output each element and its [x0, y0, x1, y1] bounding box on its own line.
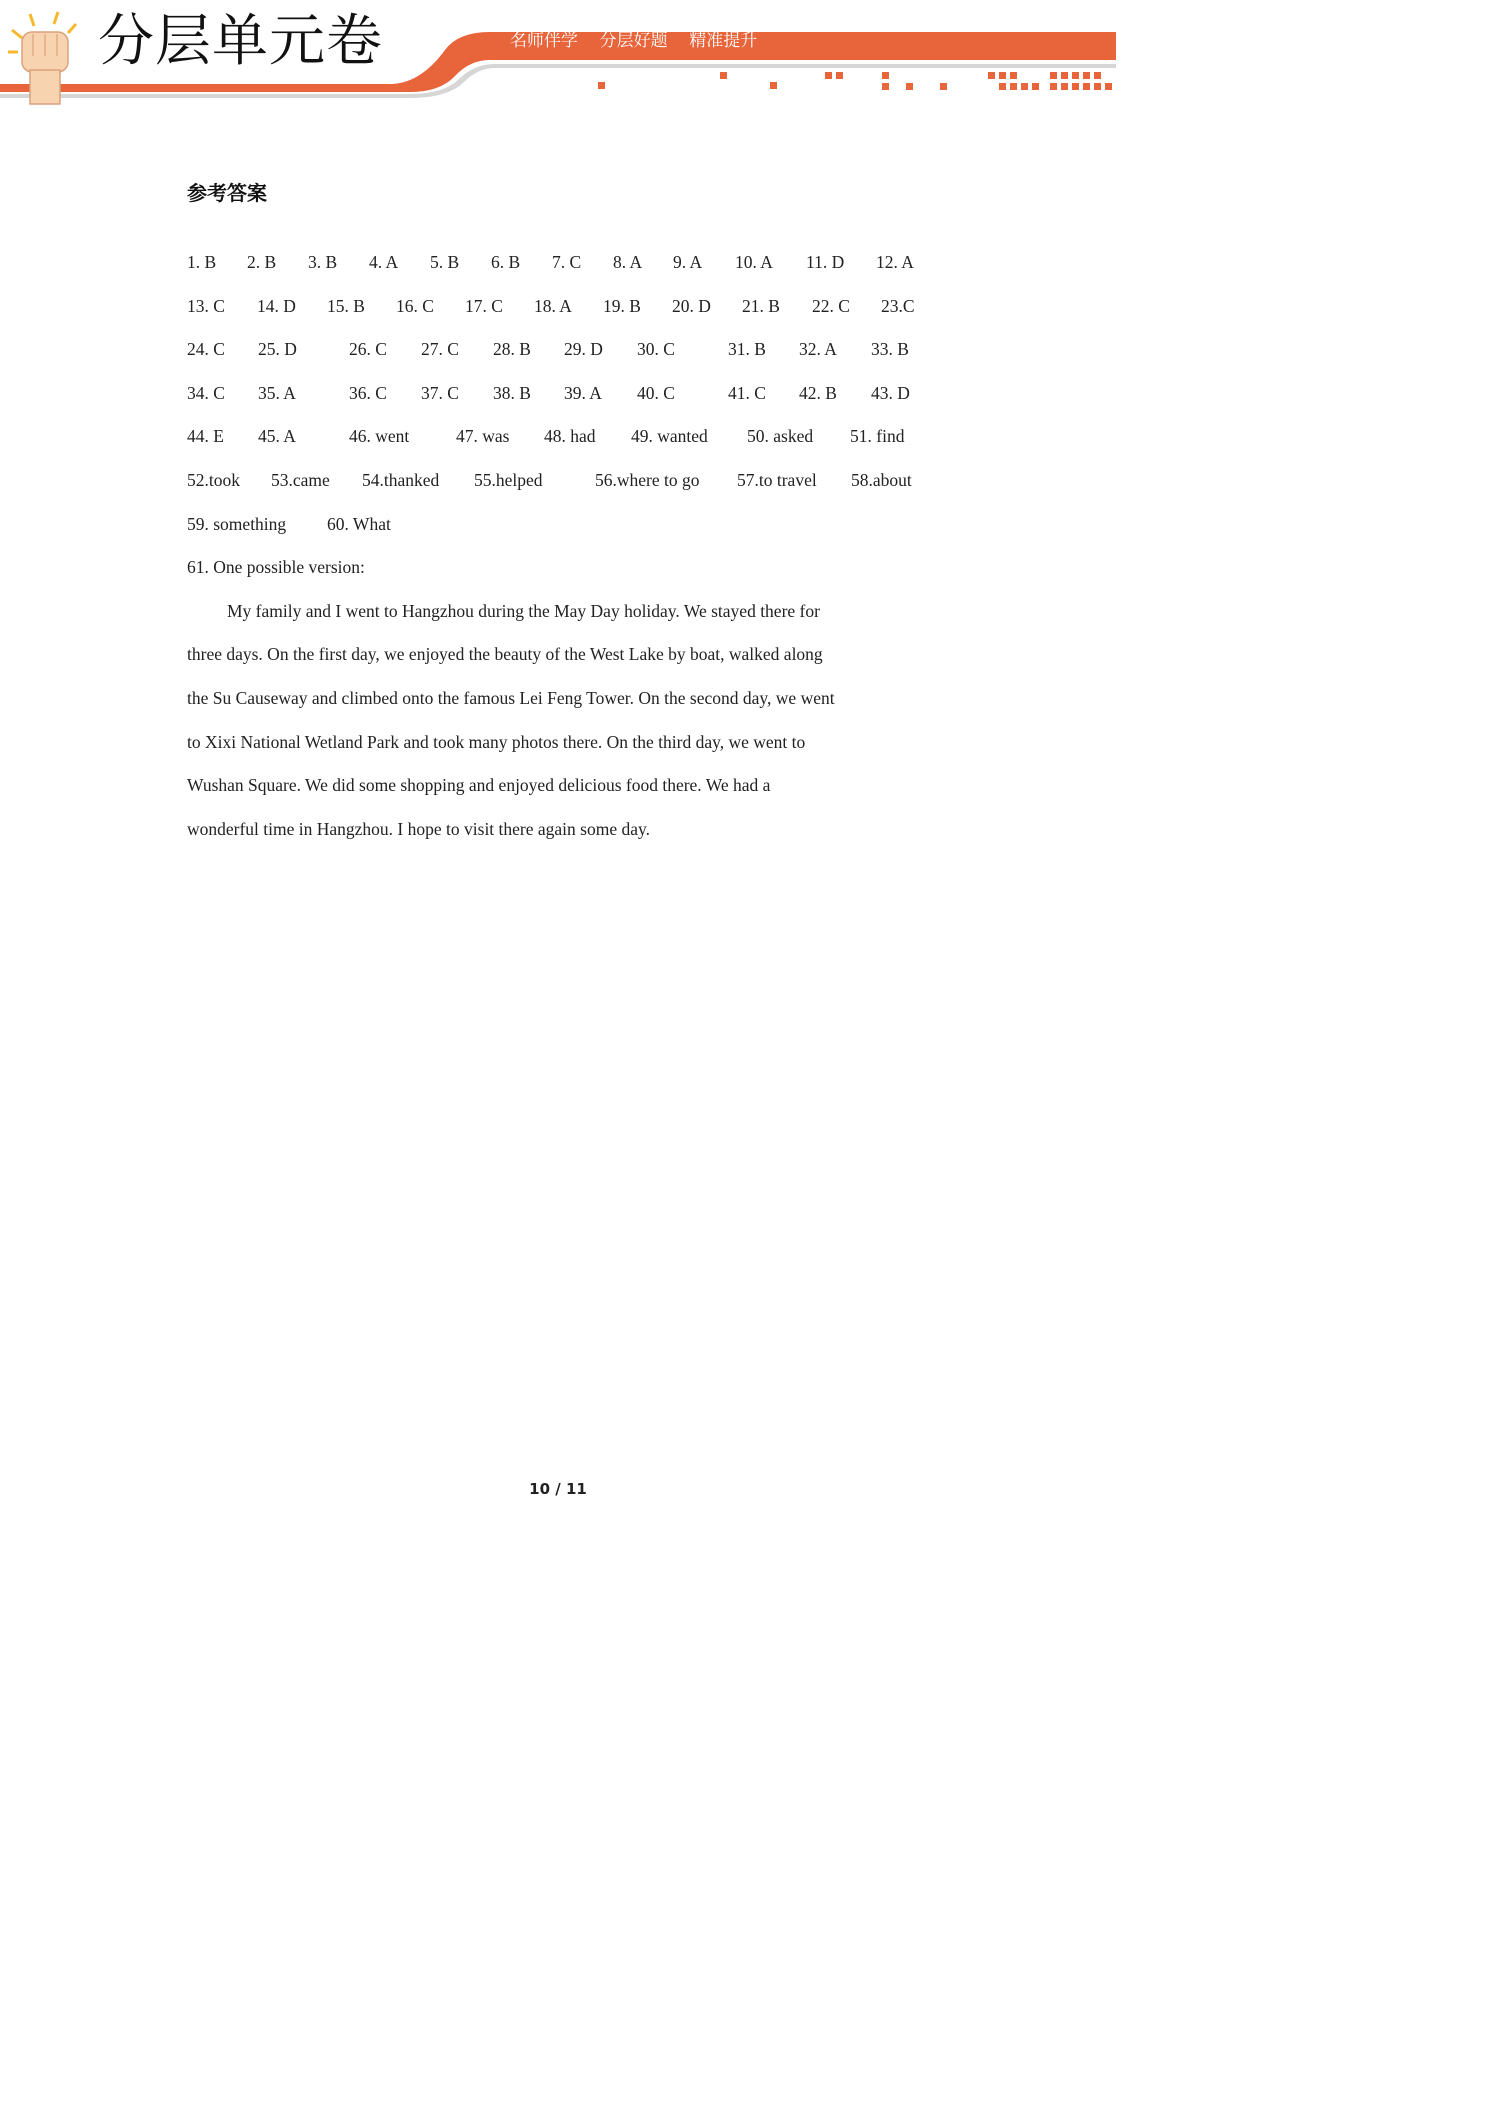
answer-item: 3. B	[308, 252, 338, 272]
answer-item: 57.to travel	[737, 469, 817, 490]
essay-line: wonderful time in Hangzhou. I hope to visit there again some day.	[187, 818, 650, 839]
answer-row	[187, 383, 937, 427]
answer-item: 34. C	[187, 382, 225, 403]
answer-item: 9. A	[673, 252, 703, 272]
answer-item: 20. D	[672, 295, 711, 316]
answer-item: 17. C	[465, 295, 503, 316]
answer-row	[187, 470, 937, 514]
essay-line: three days. On the first day, we enjoyed the beauty of the West Lake by boat, walked along	[187, 644, 823, 665]
answer-item: 38. B	[493, 382, 531, 403]
decorative-squares	[598, 72, 1112, 90]
answer-item: 10. A	[735, 252, 773, 272]
answer-item: 30. C	[637, 339, 675, 360]
answer-item: 19. B	[603, 295, 641, 316]
answer-item: 16. C	[396, 295, 434, 316]
answer-item: 7. C	[552, 252, 582, 272]
answer-item: 27. C	[421, 339, 459, 360]
answer-item: 26. C	[349, 339, 387, 360]
answer-item: 53.came	[271, 469, 330, 490]
answer-item: 4. A	[369, 252, 399, 272]
answer-item: 39. A	[564, 382, 602, 403]
answer-item: 25. D	[258, 339, 297, 360]
answer-item: 18. A	[534, 295, 572, 316]
essay-line: to Xixi National Wetland Park and took many photos there. On the third day, we went to	[187, 731, 806, 752]
brand-title: 分层单元卷	[98, 9, 383, 74]
answer-item: 37. C	[421, 382, 459, 403]
answer-item: 46. went	[349, 426, 410, 447]
answer-item: 23.C	[881, 295, 915, 316]
answer-item: 54.thanked	[362, 469, 440, 490]
answer-item: 50. asked	[747, 426, 814, 447]
answer-item: 59. something	[187, 513, 287, 534]
writing-label: 61. One possible version:	[187, 557, 365, 578]
answer-item: 14. D	[257, 295, 296, 316]
answer-item: 40. C	[637, 382, 675, 403]
answer-key	[187, 180, 937, 862]
answer-item: 28. B	[493, 339, 531, 360]
answer-item: 24. C	[187, 339, 225, 360]
answer-item: 48. had	[544, 426, 596, 447]
essay-line: My family and I went to Hangzhou during the May Day holiday. We stayed there for	[227, 600, 820, 621]
answer-row	[187, 296, 937, 340]
essay-line: Wushan Square. We did some shopping and enjoyed delicious food there. We had a	[187, 775, 771, 796]
answer-item: 51. find	[850, 426, 905, 447]
answer-item: 45. A	[258, 426, 296, 447]
answer-item: 36. C	[349, 382, 387, 403]
answer-item: 22. C	[812, 295, 850, 316]
answer-item: 31. B	[728, 339, 766, 360]
answer-item: 49. wanted	[631, 426, 708, 447]
page-number: 10 / 11	[529, 1480, 587, 1498]
answer-item: 42. B	[799, 382, 837, 403]
essay-line: the Su Causeway and climbed onto the famous Lei Feng Tower. On the second day, we went	[187, 687, 835, 708]
answer-item: 44. E	[187, 426, 224, 447]
answer-item: 6. B	[491, 252, 521, 272]
brand-tagline: 名师伴学 分层好题 精准提升	[510, 31, 758, 51]
answer-item: 5. B	[430, 252, 460, 272]
answer-item: 41. C	[728, 382, 766, 403]
answer-item: 43. D	[871, 382, 910, 403]
answer-row	[187, 426, 937, 470]
answer-item: 11. D	[806, 252, 845, 272]
answer-row	[187, 252, 937, 296]
answer-item: 15. B	[327, 295, 365, 316]
answer-row	[187, 514, 937, 558]
answer-item: 56.where to go	[595, 469, 700, 490]
answer-item: 1. B	[187, 252, 217, 272]
answer-item: 52.took	[187, 469, 240, 490]
answer-item: 47. was	[456, 426, 510, 447]
answer-item: 2. B	[247, 252, 277, 272]
answer-item: 21. B	[742, 295, 780, 316]
section-title: 参考答案	[187, 181, 267, 205]
answer-item: 13. C	[187, 295, 225, 316]
answer-item: 33. B	[871, 339, 909, 360]
answer-item: 58.about	[851, 469, 912, 490]
answer-item: 55.helped	[474, 469, 543, 490]
answer-item: 12. A	[876, 252, 914, 272]
answer-item: 29. D	[564, 339, 603, 360]
answer-item: 60. What	[327, 513, 391, 534]
answer-item: 35. A	[258, 382, 296, 403]
answer-row	[187, 339, 937, 383]
answer-item: 32. A	[799, 339, 837, 360]
answer-item: 8. A	[613, 252, 643, 272]
page-header	[0, 0, 1116, 110]
